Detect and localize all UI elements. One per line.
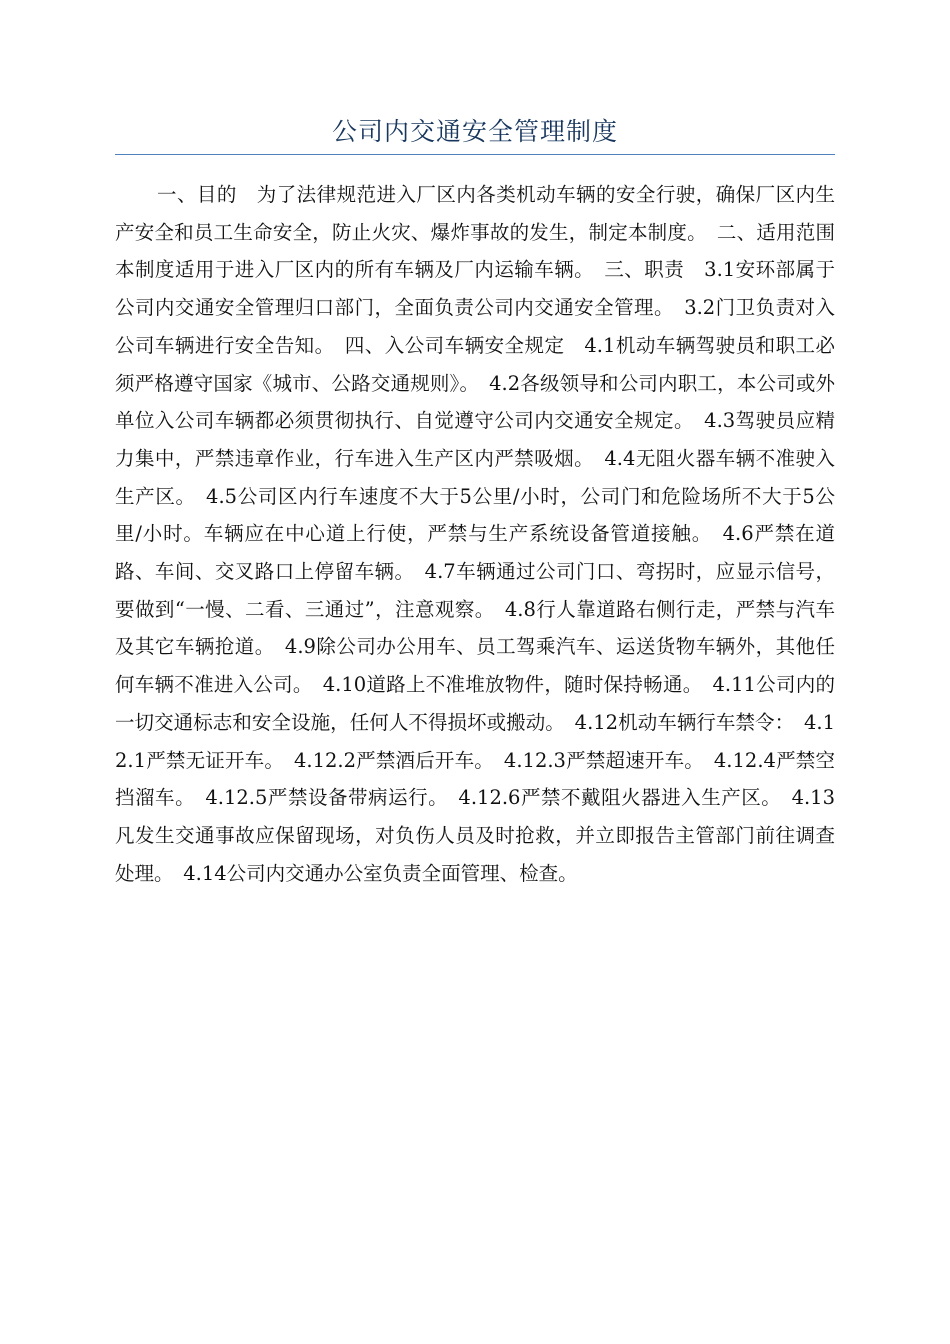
document-body: 一、目的 为了法律规范进入厂区内各类机动车辆的安全行驶，确保厂区内生产安全和员工生命安全，防止火灾、爆炸事故的发生，制定本制度。 二、适用范围 本制度适用于进入厂区内的所有车辆及厂内运输车辆。 三、职责 3.1安环部属于公司内交通安全管理归口部门，全面负责公司内交通安全管理。 3.2门卫负责对入公司车辆进行安全告知。 四、入公司车辆安全规定 4.1机动车辆驾驶员和职工必须严格遵守国家《城市、公路交通规则》。 4.2各级领导和公司内职工，本公司或外单位入公司车辆都必须贯彻执行、自觉遵守公司内交通安全规定。 4.3驾驶员应精力集中，严禁违章作业，行车进入生产区内严禁吸烟。 4.4无阻火器车辆不准驶入生产区。 4.5公司区内行车速度不大于5公里/小时，公司门和危险场所不大于5公里/小时。车辆应在中心道上行使，严禁与生产系统设备管道接触。 4.6严禁在道路、车间、交叉路口上停留车辆。 4.7车辆通过公司门口、弯拐时，应显示信号，要做到“一慢、二看、三通过”，注意观察。 4.8行人靠道路右侧行走，严禁与汽车及其它车辆抢道。 4.9除公司办公用车、员工驾乘汽车、运送货物车辆外，其他任何车辆不准进入公司。 4.10道路上不准堆放物件，随时保持畅通。 4.11公司内的一切交通标志和安全设施，任何人不得损坏或搬动。 4.12机动车辆行车禁令： 4.12.1严禁无证开车。 4.12.2严禁酒后开车。 4.12.3严禁超速开车。 4.12.4严禁空挡溜车。 4.12.5严禁设备带病运行。 4.12.6严禁不戴阻火器进入生产区。 4.13凡发生交通事故应保留现场，对负伤人员及时抢救，并立即报告主管部门前往调查处理。 4.14公司内交通办公室负责全面管理、检查。 [115,183,855,885]
document-title: 公司内交通安全管理制度 [331,117,618,146]
title-divider [115,154,835,155]
